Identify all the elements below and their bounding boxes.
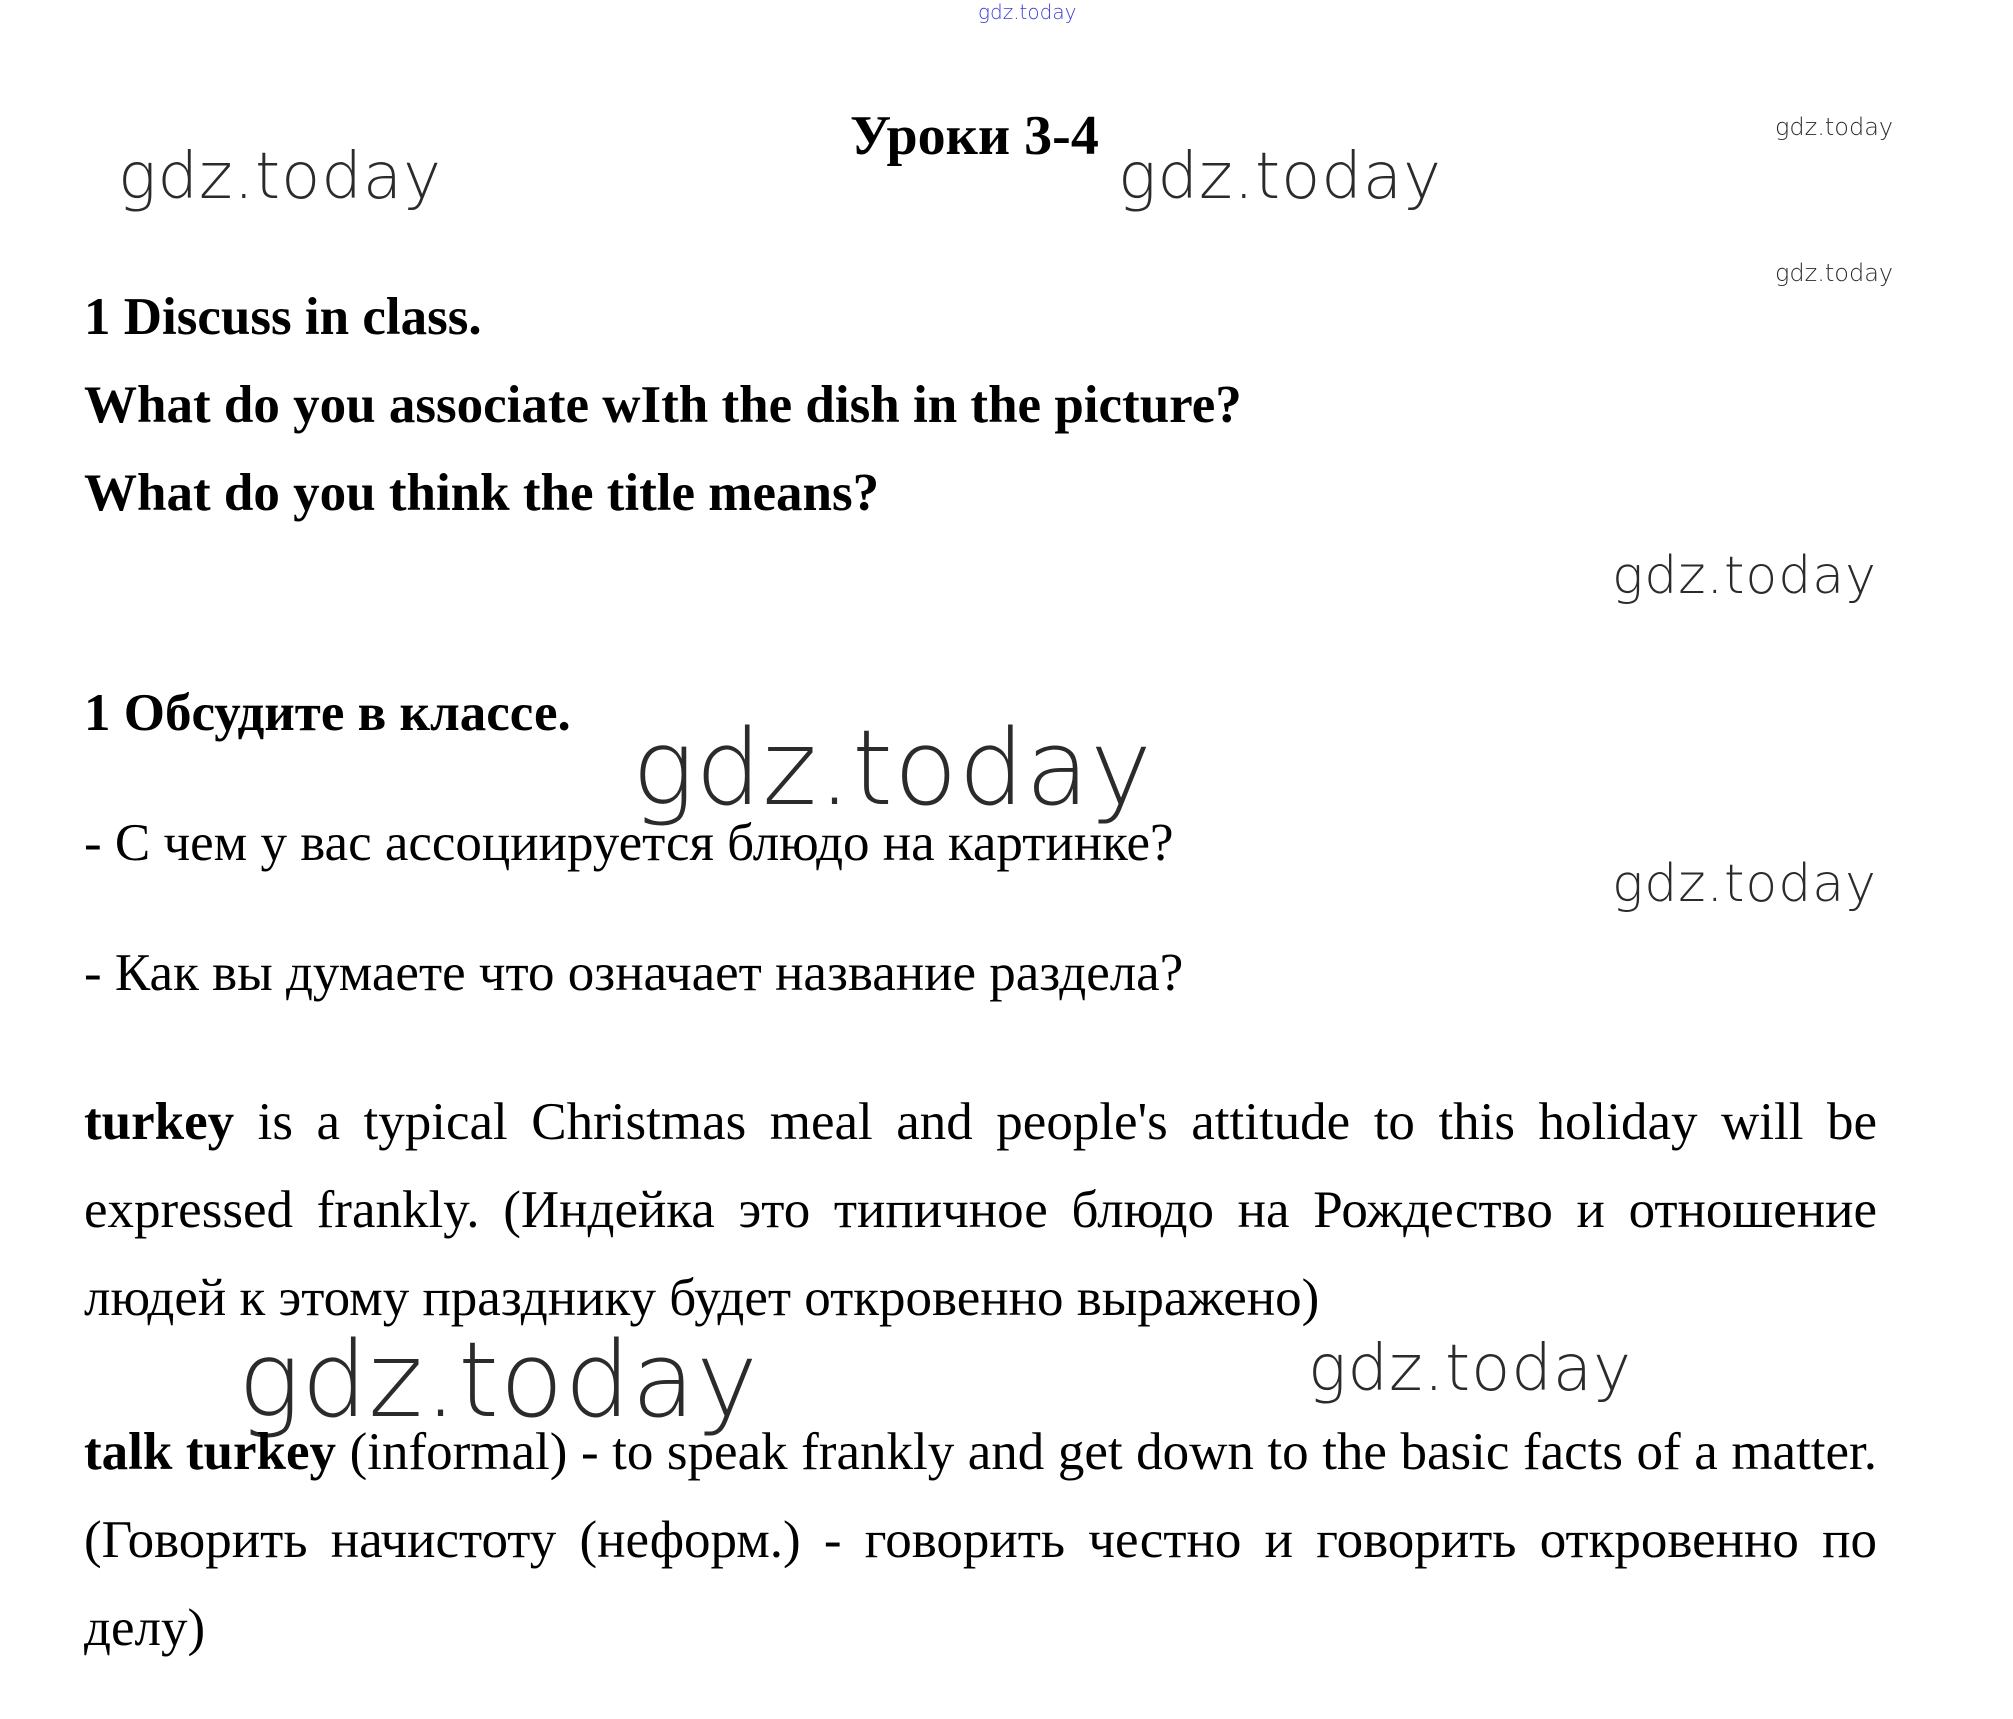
definition-turkey — [84, 1078, 1877, 1342]
watermark-medium-4: gdz.today — [1612, 854, 1877, 914]
watermark-large-2: gdz.today — [238, 1319, 759, 1441]
exercise-question-1: What do you associate wIth the dish in the picture? — [84, 376, 1242, 434]
exercise-question-2: What do you think the title means? — [84, 464, 880, 522]
definition-text: is a typical Christmas meal and people's attitude to this holiday will be expressed frankly. (Индейка это типичное блюдо на Рождество и отношение людей к этому празднику будет откровенно выражено) — [84, 1093, 1877, 1327]
definition-term: talk turkey — [84, 1423, 337, 1481]
exercise-ru-line-1: - С чем у вас ассоциируется блюдо на картинке? — [84, 814, 1174, 872]
exercise-heading-en: 1 Discuss in class. — [84, 288, 482, 346]
watermark-top: gdz.today — [978, 0, 1077, 24]
definition-text: (informal) - to speak frankly and get down to the basic facts of a matter.(Говорить начистоту (неформ.) - говорить честно и говорить откровенно по делу) — [84, 1423, 1878, 1657]
exercise-heading-ru: 1 Обсудите в классе. — [84, 684, 571, 742]
watermark-small-2: gdz.today — [1775, 259, 1894, 287]
watermark-large-1: gdz.today — [632, 707, 1153, 829]
watermark-medium-3: gdz.today — [1612, 546, 1877, 606]
watermark-medium-5: gdz.today — [1308, 1332, 1632, 1406]
definition-talk-turkey — [84, 1408, 1877, 1672]
watermark-medium-2: gdz.today — [1118, 140, 1442, 214]
definition-term: turkey — [84, 1093, 235, 1151]
watermark-small-1: gdz.today — [1775, 113, 1894, 141]
page-title: Уроки 3-4 — [850, 105, 1099, 167]
watermark-medium-1: gdz.today — [118, 140, 442, 214]
exercise-ru-line-2: - Как вы думаете что означает название раздела? — [84, 944, 1184, 1002]
